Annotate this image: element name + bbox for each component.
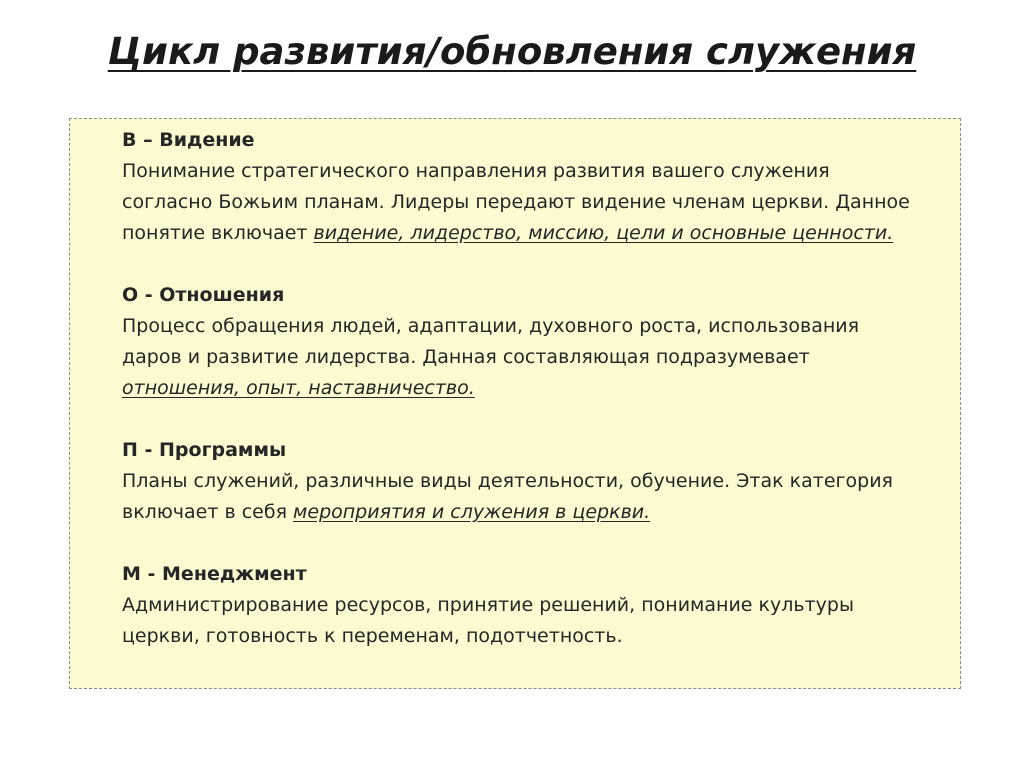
content-body <box>122 125 922 652</box>
section-vision <box>122 125 922 249</box>
section-programs <box>122 435 922 528</box>
section-text: Понимание стратегического направления развития вашего служения согласно Божьим планам. Лидеры передают видение членам церкви. Данное понятие включает <box>122 160 910 244</box>
content-box <box>69 118 961 689</box>
section-heading: П - Программы <box>122 439 287 461</box>
section-text: Планы служений, различные виды деятельности, обучение. Этак категория включает в себя <box>122 470 893 523</box>
section-text: Процесс обращения людей, адаптации, духовного роста, использования даров и развитие лидерства. Данная составляющая подразумевает <box>122 315 860 368</box>
section-heading: О - Отношения <box>122 284 285 306</box>
section-emphasis: видение, лидерство, миссию, цели и основные ценности. <box>313 222 894 244</box>
section-heading: В – Видение <box>122 129 255 151</box>
section-text: Администрирование ресурсов, принятие решений, понимание культуры церкви, готовность к переменам, подотчетность. <box>122 594 854 647</box>
section-emphasis: отношения, опыт, наставничество. <box>122 377 475 399</box>
section-heading: М - Менеджмент <box>122 563 307 585</box>
section-emphasis: мероприятия и служения в церкви. <box>293 501 651 523</box>
section-management <box>122 559 922 652</box>
section-relationships <box>122 280 922 404</box>
page-title: Цикл развития/обновления служения <box>107 30 917 73</box>
